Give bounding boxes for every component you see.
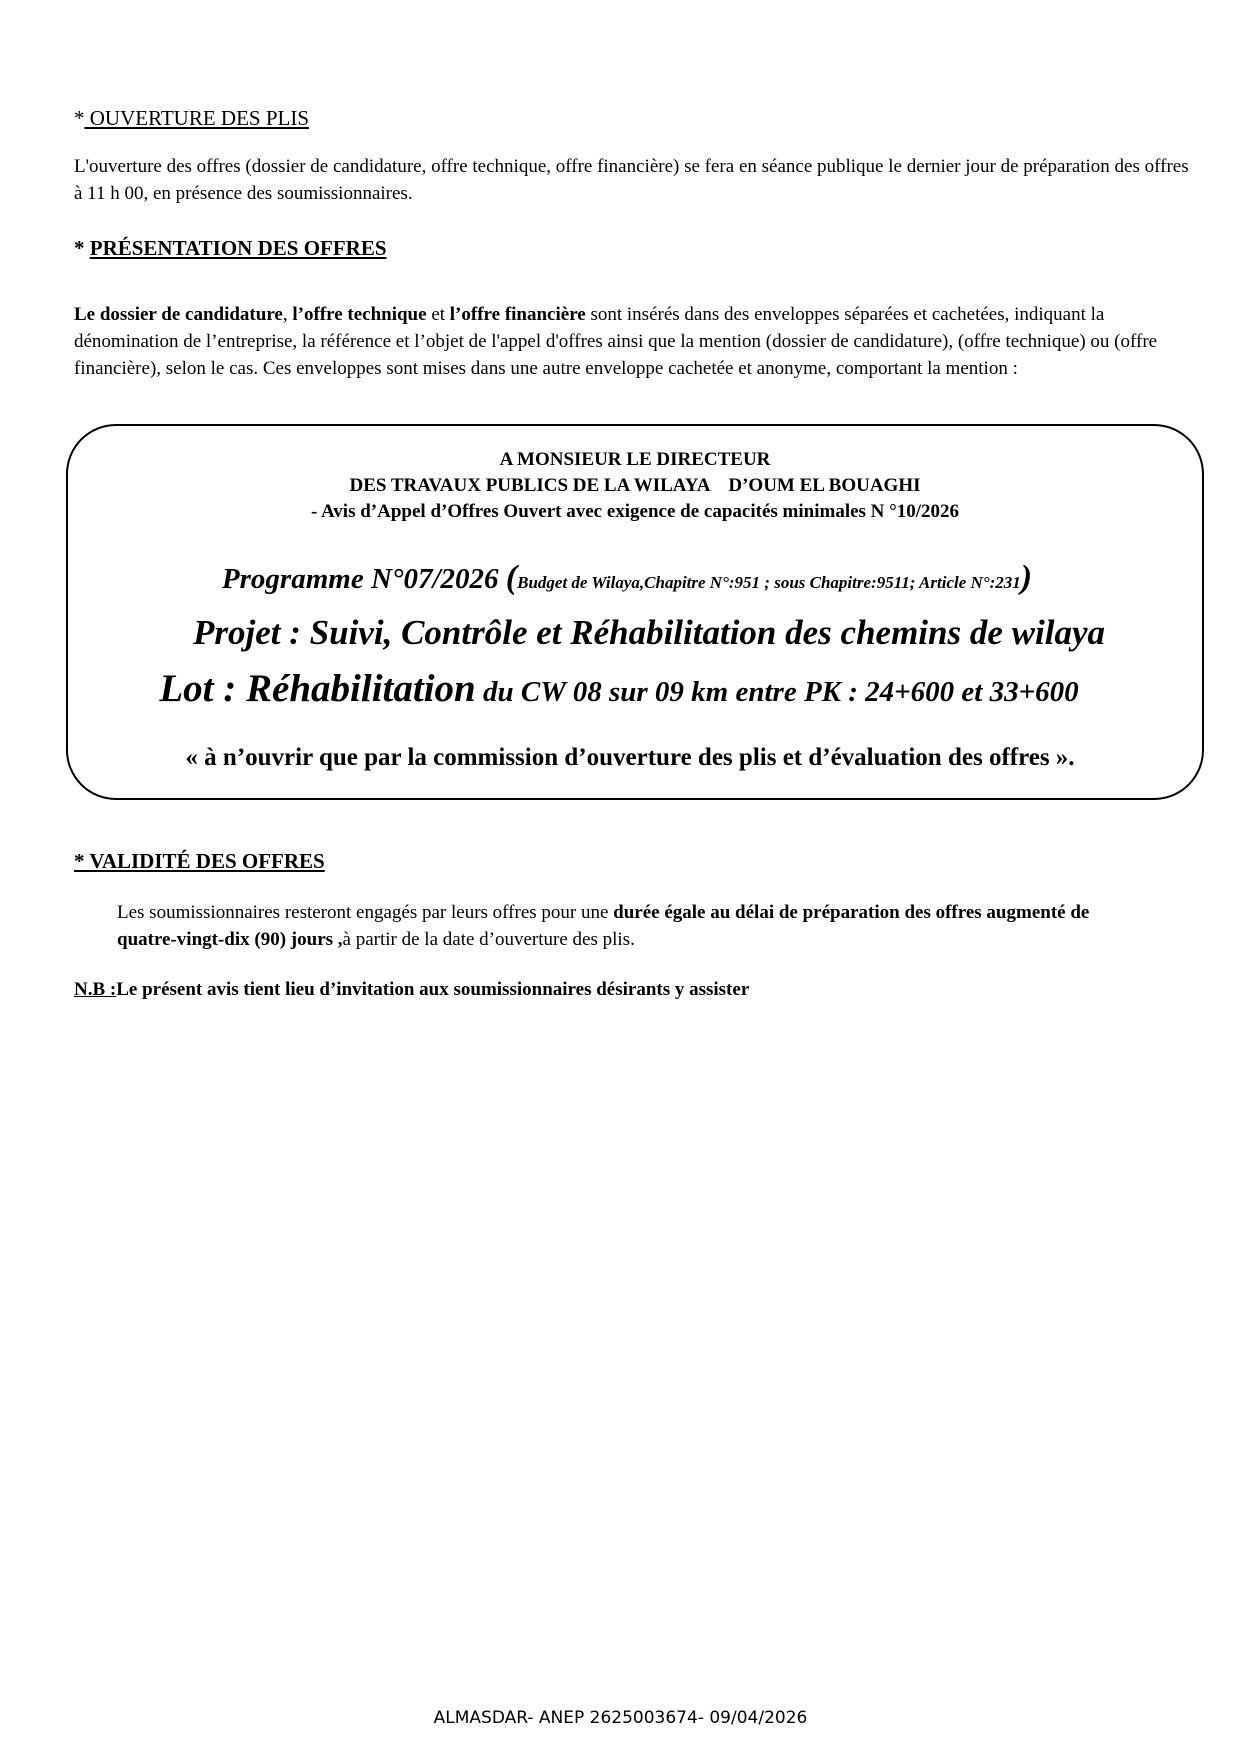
lot-detail: du CW 08 sur 09 km entre PK : 24+600 et 33+600 (475, 676, 1079, 708)
programme-line (60, 559, 1194, 597)
projet-line: Projet : Suivi, Contrôle et Réhabilitation des chemins de wilaya (193, 613, 1105, 652)
text: et (426, 304, 450, 325)
text: à partir de la date d’ouverture des plis. (342, 929, 635, 950)
nb-label: N.B : (74, 979, 117, 1000)
bold-text: durée égale au délai de préparation des offres augmenté de quatre-vingt-dix (90) jours , (117, 902, 1090, 950)
heading-title: PRÉSENTATION DES OFFRES (89, 236, 387, 260)
bold-text: Le dossier de candidature (74, 304, 283, 325)
paragraph-ouverture: L'ouverture des offres (dossier de candidature, offre technique, offre financière) se fera en séance publique le dernier jour de préparation des offres à 11 h 00, en présence des soumissionnaires. (74, 156, 1189, 204)
paragraph-presentation (74, 301, 1194, 382)
nb-note (74, 976, 1194, 1003)
section-heading-ouverture (74, 106, 1194, 131)
heading-star: * (74, 106, 85, 130)
addressee-line-1: A MONSIEUR LE DIRECTEUR (499, 449, 771, 470)
text: , (282, 304, 293, 325)
budget-detail: Budget de Wilaya,Chapitre N°:951 ; sous Chapitre:9511; Article N°:231 (517, 573, 1021, 592)
lot-line (52, 666, 1186, 711)
paren-open: ( (505, 559, 518, 596)
text: Les soumissionnaires resteront engagés par leurs offres pour une (117, 902, 614, 923)
text: sont insérés dans des enveloppes séparées et cachetées, indiquant la dénomination de l’entreprise, la référence et l’objet de l'appel d'offres ainsi que la mention (dossier de candidature), (offre technique) ou (offre financière), selon le cas. Ces enveloppes sont mises dans une autre enveloppe cachetée et anonyme, comportant la mention : (74, 304, 1158, 379)
paren-close: ) (1020, 559, 1033, 596)
section-heading-validite (74, 849, 1194, 874)
paragraph-validite (117, 899, 1117, 953)
envelope-mention-box (66, 424, 1204, 800)
heading-title: * VALIDITÉ DES OFFRES (74, 849, 325, 873)
heading-star: * (74, 236, 90, 260)
heading-title: OUVERTURE DES PLIS (84, 106, 309, 130)
section-heading-presentation (74, 236, 1194, 261)
programme-number: Programme N°07/2026 (221, 563, 506, 595)
addressee-line-2: DES TRAVAUX PUBLICS DE LA WILAYA D’OUM EL BOUAGHI (349, 475, 921, 496)
bold-text: l’offre technique (292, 304, 427, 325)
footer-reference: ALMASDAR- ANEP 2625003674- 09/04/2026 (433, 1708, 808, 1728)
tender-reference: - Avis d’Appel d’Offres Ouvert avec exigence de capacités minimales N °10/2026 (310, 501, 960, 522)
bold-text: l’offre financière (449, 304, 586, 325)
lot-title: Lot : Réhabilitation (159, 667, 476, 710)
opening-mention: « à n’ouvrir que par la commission d’ouverture des plis et d’évaluation des offres ». (185, 744, 1075, 771)
nb-text: Le présent avis tient lieu d’invitation aux soumissionnaires désirants y assister (116, 979, 750, 1000)
